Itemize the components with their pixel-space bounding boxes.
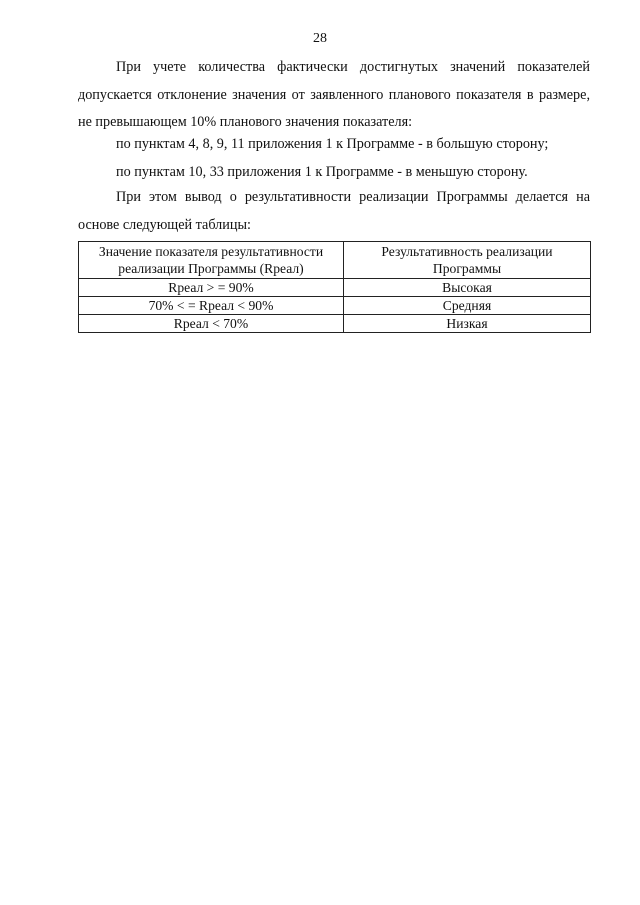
table-row (79, 279, 591, 297)
effectiveness-table (78, 241, 591, 333)
table-row (79, 297, 591, 315)
table-cell-rating: Низкая (344, 315, 591, 333)
paragraph-downward-items: по пунктам 10, 33 приложения 1 к Программе - в меньшую сторону. (116, 164, 528, 180)
table-header-row (79, 242, 591, 279)
header-effectiveness: Результативность реализации Программы (344, 242, 591, 279)
paragraph-deviation-rule: При учете количества фактически достигнутых значений показателей допускается отклонение значения от заявленного планового показателя в размере, не превышающем 10% планового значения показателя: (78, 59, 590, 130)
table-cell-condition: Rреал > = 90% (79, 279, 344, 297)
paragraph-table-intro: При этом вывод о результативности реализации Программы делается на основе следующей таблицы: (78, 189, 590, 233)
table-cell-condition: Rреал < 70% (79, 315, 344, 333)
page-number: 28 (313, 31, 327, 46)
table-cell-rating: Высокая (344, 279, 591, 297)
paragraph-upward-items: по пунктам 4, 8, 9, 11 приложения 1 к Программе - в большую сторону; (116, 136, 549, 152)
table-cell-rating: Средняя (344, 297, 591, 315)
table-cell-condition: 70% < = Rреал < 90% (79, 297, 344, 315)
table-row (79, 315, 591, 333)
header-indicator-value: Значение показателя результативности реализации Программы (Rреал) (79, 242, 344, 279)
